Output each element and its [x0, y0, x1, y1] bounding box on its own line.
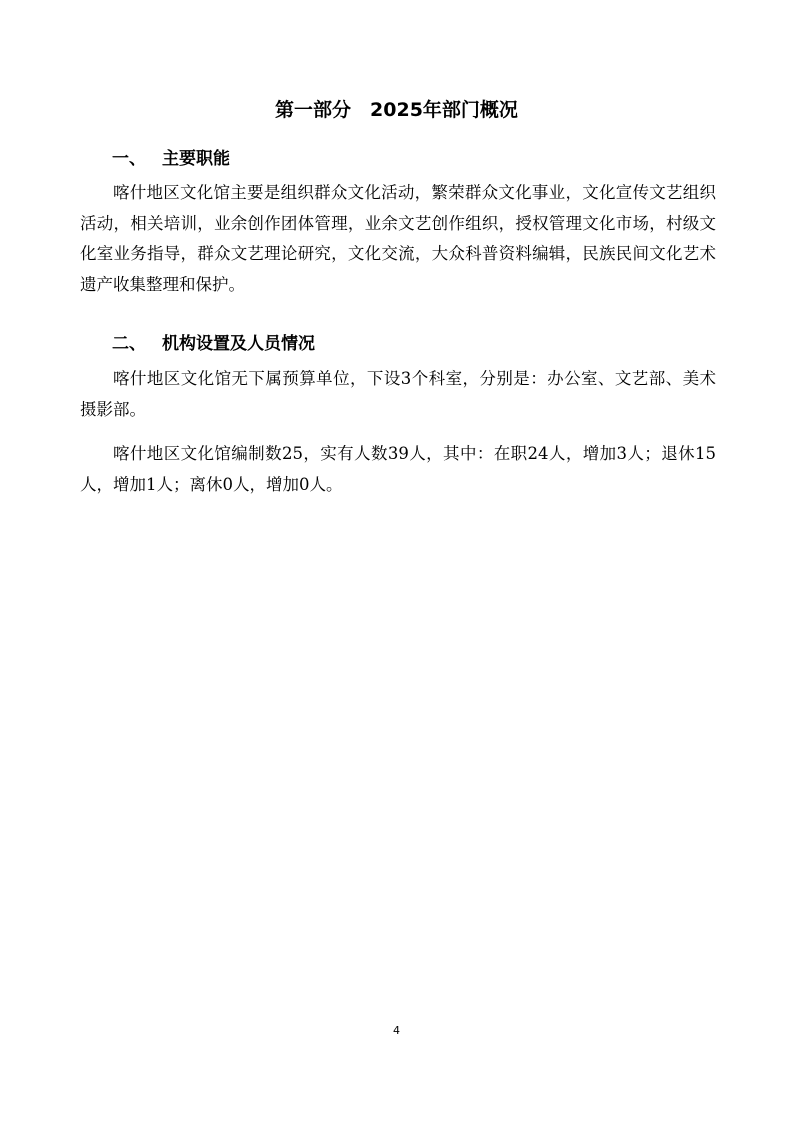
paragraph-departments: 喀什地区文化馆无下属预算单位，下设3个科室，分别是：办公室、文艺部、美术摄影部。	[80, 369, 716, 419]
section-heading-functions	[112, 148, 230, 170]
section-number: 二、	[112, 334, 146, 354]
page-number: 4	[393, 1024, 400, 1037]
section-title: 主要职能	[162, 149, 230, 169]
section-number: 一、	[112, 149, 146, 169]
paragraph-staffing: 喀什地区文化馆编制数25，实有人数39人，其中：在职24人，增加3人；退休15人，增加1人；离休0人，增加0人。	[80, 444, 716, 494]
paragraph-main-functions: 喀什地区文化馆主要是组织群众文化活动，繁荣群众文化事业，文化宣传文艺组织活动，相关培训，业余创作团体管理，业余文艺创作组织，授权管理文化市场，村级文化室业务指导，群众文艺理论研究，文化交流，大众科普资料编辑，民族民间文化艺术遗产收集整理和保护。	[80, 183, 716, 294]
page-title: 第一部分 2025年部门概况	[275, 99, 518, 121]
section-title: 机构设置及人员情况	[162, 334, 315, 354]
section-heading-organization	[112, 333, 315, 355]
